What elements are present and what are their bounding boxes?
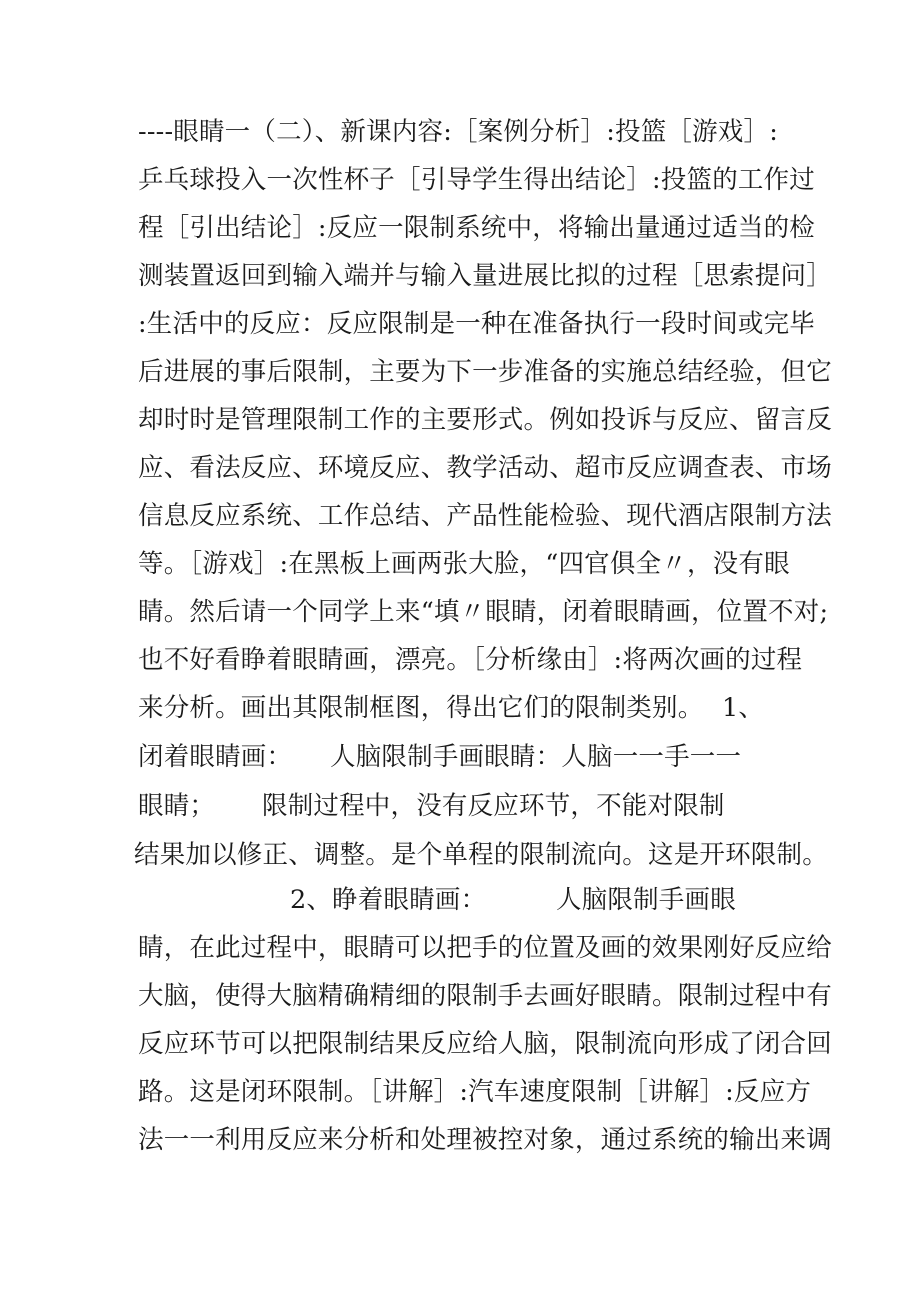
- text-line: 睛。然后请一个同学上来“填〃眼睛，闭着眼睛画，位置不对;: [138, 597, 829, 627]
- text-line: 睛，在此过程中，眼睛可以把手的位置及画的效果刚好反应给: [138, 933, 832, 963]
- text-line: 路。这是闭环限制。［讲解］:汽车速度限制［讲解］:反应方: [138, 1077, 812, 1107]
- text-line: 法一一利用反应来分析和处理被控对象，通过系统的输出来调: [138, 1125, 832, 1155]
- text-line: 乒乓球投入一次性杯子［引导学生得出结论］:投篮的工作过: [138, 165, 815, 195]
- text-line: 结果加以修正、调整。是个单程的限制流向。这是开环限制。: [134, 840, 828, 870]
- text-line: 等。［游戏］:在黑板上画两张大脸，“四官俱全〃，没有眼: [138, 549, 790, 579]
- text-line: 应、看法反应、环境反应、教学活动、超市反应调查表、市场: [138, 453, 832, 483]
- text-line: 限制过程中，没有反应环节，不能对限制: [262, 791, 725, 821]
- text-line: 人脑限制手画眼: [556, 885, 736, 915]
- text-line: 来分析。画出其限制框图，得出它们的限制类别。: [138, 693, 704, 723]
- text-line: 测装置返回到输入端并与输入量进展比拟的过程［思索提问］: [138, 261, 832, 291]
- text-line: 闭着眼睛画：: [138, 742, 293, 772]
- text-line: 人脑限制手画眼睛：人脑一一手一一: [330, 742, 742, 772]
- text-line: 眼睛；: [138, 791, 216, 821]
- text-line: 1、: [722, 693, 765, 723]
- text-line: 程［引出结论］:反应一限制系统中，将输出量通过适当的检: [138, 213, 815, 243]
- text-line: 也不好看睁着眼睛画，漂亮。［分析缘由］:将两次画的过程: [138, 645, 803, 675]
- text-line: 却时时是管理限制工作的主要形式。例如投诉与反应、留言反: [138, 405, 832, 435]
- text-line: 大脑，使得大脑精确精细的限制手去画好眼睛。限制过程中有: [138, 981, 832, 1011]
- text-line: ----眼睛一（二）、新课内容:［案例分析］:投篮［游戏］:: [138, 117, 778, 147]
- text-line: 信息反应系统、工作总结、产品性能检验、现代酒店限制方法: [138, 501, 832, 531]
- text-line: 后进展的事后限制，主要为下一步准备的实施总结经验，但它: [138, 357, 832, 387]
- text-line: 反应环节可以把限制结果反应给人脑，限制流向形成了闭合回: [138, 1029, 832, 1059]
- text-line: 2、睁着眼睛画：: [290, 885, 487, 915]
- text-line: :生活中的反应：反应限制是一种在准备执行一段时间或完毕: [138, 309, 815, 339]
